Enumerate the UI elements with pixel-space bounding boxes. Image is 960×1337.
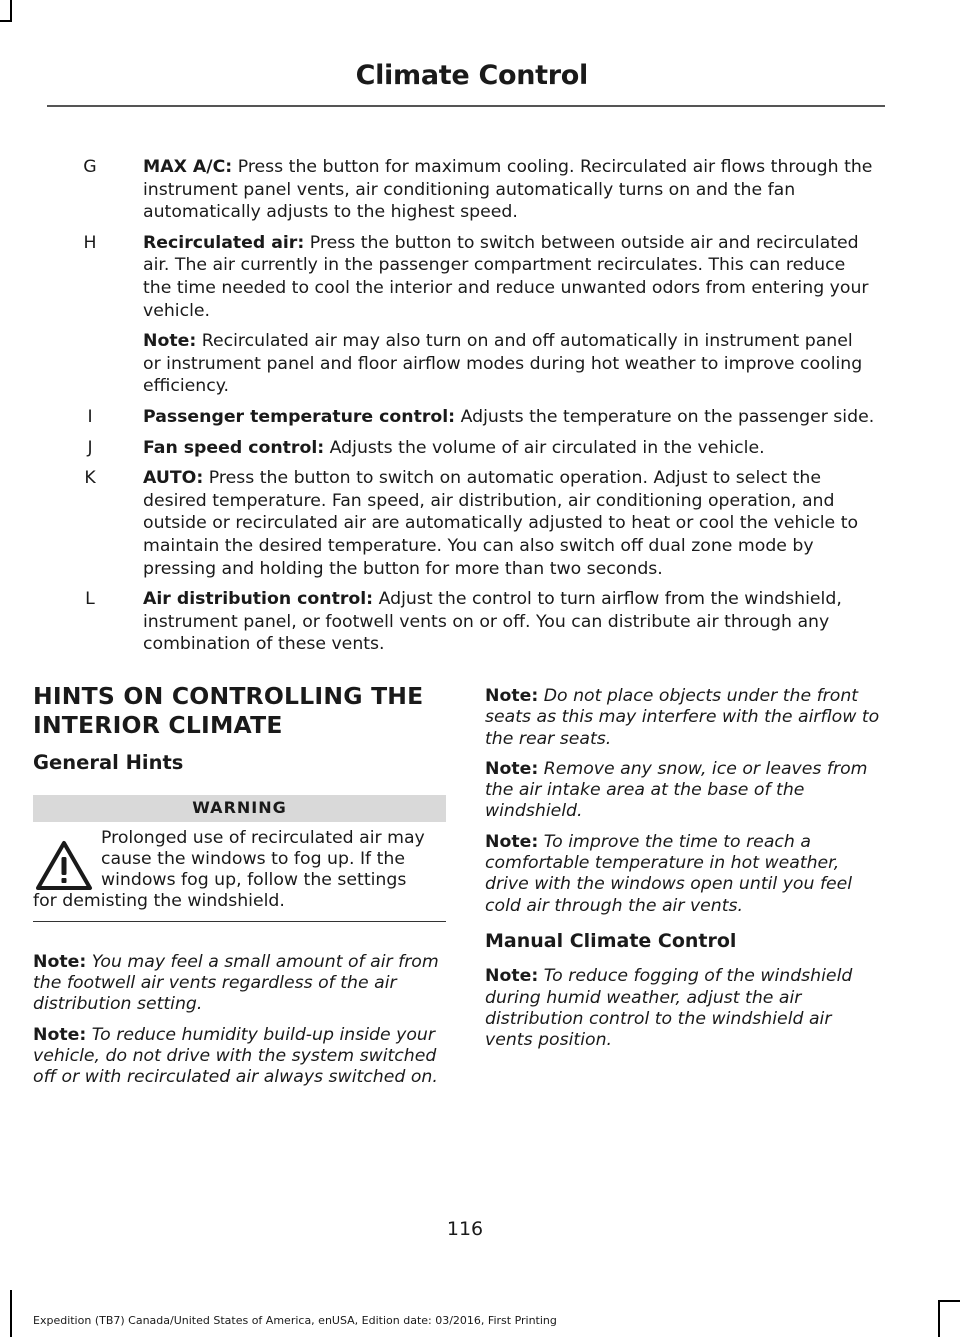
item-title: MAX A/C: (143, 157, 233, 177)
note-label: Note: (485, 831, 539, 852)
control-item (75, 406, 875, 429)
item-title: Recirculated air: (143, 232, 305, 253)
item-text: Press the button to switch between outside air and recirculated air. The air currently in the passenger compartment recirculates. This can reduce the time needed to cool the interior and reduce unwanted odors from entering your vehicle. (143, 232, 869, 321)
item-text: Press the button to switch on automatic operation. Adjust to select the desired temperature. Fan speed, air distribution, air conditioning operation, and outside or recirculated air are automatically adjusted to heat or cool the vehicle to maintain the desired temperature. You can also switch off dual zone mode by pressing and holding the button for more than two seconds. (143, 468, 859, 579)
note-text: Remove any snow, ice or leaves from the air intake area at the base of the windshield. (485, 758, 868, 822)
warning-line: Prolonged use of recirculated air may (101, 827, 425, 848)
subheading: General Hints (33, 751, 184, 774)
control-item (75, 232, 875, 398)
note-label: Note: (33, 1024, 87, 1045)
section-heading-line: INTERIOR CLIMATE (33, 711, 283, 739)
control-item (75, 437, 875, 460)
note-label: Note: (143, 331, 197, 352)
item-title: AUTO: (143, 468, 204, 489)
item-title: Fan speed control: (143, 437, 325, 458)
note (485, 966, 880, 1051)
control-item (75, 588, 875, 656)
warning-line: for demisting the windshield. (33, 891, 285, 912)
note-text: You may feel a small amount of air from the footwell air vents regardless of the air distribution setting. (33, 951, 439, 1015)
note-text: Do not place objects under the front seats as this may interfere with the airflow to the rear seats. (485, 686, 880, 749)
warning-line: cause the windows to fog up. If the (101, 848, 405, 869)
note (33, 1025, 446, 1089)
crop-mark (10, 1290, 12, 1337)
note-label: Note: (485, 966, 539, 987)
item-text: Adjusts the temperature on the passenger side. (455, 406, 875, 427)
note-label: Note: (33, 951, 87, 972)
note-text: To reduce fogging of the windshield during humid weather, adjust the air distribution control to the windshield air vents position. (485, 966, 853, 1051)
crop-mark (938, 1300, 960, 1302)
control-item (75, 467, 875, 580)
footer-text: Expedition (TB7) Canada/United States of America, enUSA, Edition date: 03/2016, First Printing (33, 1314, 557, 1327)
warning-label: WARNING (33, 795, 446, 821)
note (485, 832, 880, 917)
warning-body (33, 822, 446, 922)
control-item (75, 156, 875, 224)
warning-line: windows fog up, follow the settings (101, 870, 407, 891)
crop-mark (10, 0, 12, 22)
item-letter: H (83, 232, 97, 253)
note (485, 686, 880, 750)
warning-box (33, 795, 446, 921)
warning-triangle-icon (35, 840, 93, 892)
note (33, 952, 446, 1016)
note (485, 759, 880, 823)
left-column (33, 682, 446, 1089)
section-heading (33, 682, 446, 740)
header-rule (47, 105, 885, 107)
item-title: Air distribution control: (143, 589, 374, 610)
page-title: Climate Control (355, 60, 588, 91)
note-text: Recirculated air may also turn on and off automatically in instrument panel or instrument panel and floor airflow modes during hot weather to improve cooling efficiency. (143, 331, 863, 397)
crop-mark (0, 20, 12, 22)
section-heading-line: HINTS ON CONTROLLING THE (33, 682, 424, 710)
item-letter: I (87, 406, 93, 427)
item-text: Adjust the control to turn airflow from the windshield, instrument panel, or footwell vents on or off. You can distribute air through any combination of these vents. (143, 589, 842, 655)
item-letter: K (84, 468, 96, 489)
control-item-list (75, 156, 875, 664)
item-letter: G (83, 157, 97, 177)
subheading: Manual Climate Control (485, 929, 737, 952)
item-title: Passenger temperature control: (143, 406, 456, 427)
right-column (485, 686, 880, 1051)
item-letter: L (85, 589, 95, 610)
note-text: To improve the time to reach a comfortable temperature in hot weather, drive with the windows open until you feel cold air through the air vents. (485, 831, 853, 916)
note-label: Note: (485, 686, 539, 706)
crop-mark (938, 1300, 940, 1337)
item-text: Adjusts the volume of air circulated in the vehicle. (324, 437, 765, 458)
note-text: To reduce humidity build-up inside your vehicle, do not drive with the system switched off or with recirculated air always switched on. (33, 1024, 438, 1088)
page-number: 116 (446, 1218, 484, 1240)
item-text: Press the button for maximum cooling. Recirculated air flows through the instrument panel vents, air conditioning automatically turns on and the fan automatically adjusts to the highest speed. (143, 157, 873, 223)
item-letter: J (87, 437, 93, 458)
item-note (143, 330, 875, 398)
note-label: Note: (485, 758, 539, 779)
